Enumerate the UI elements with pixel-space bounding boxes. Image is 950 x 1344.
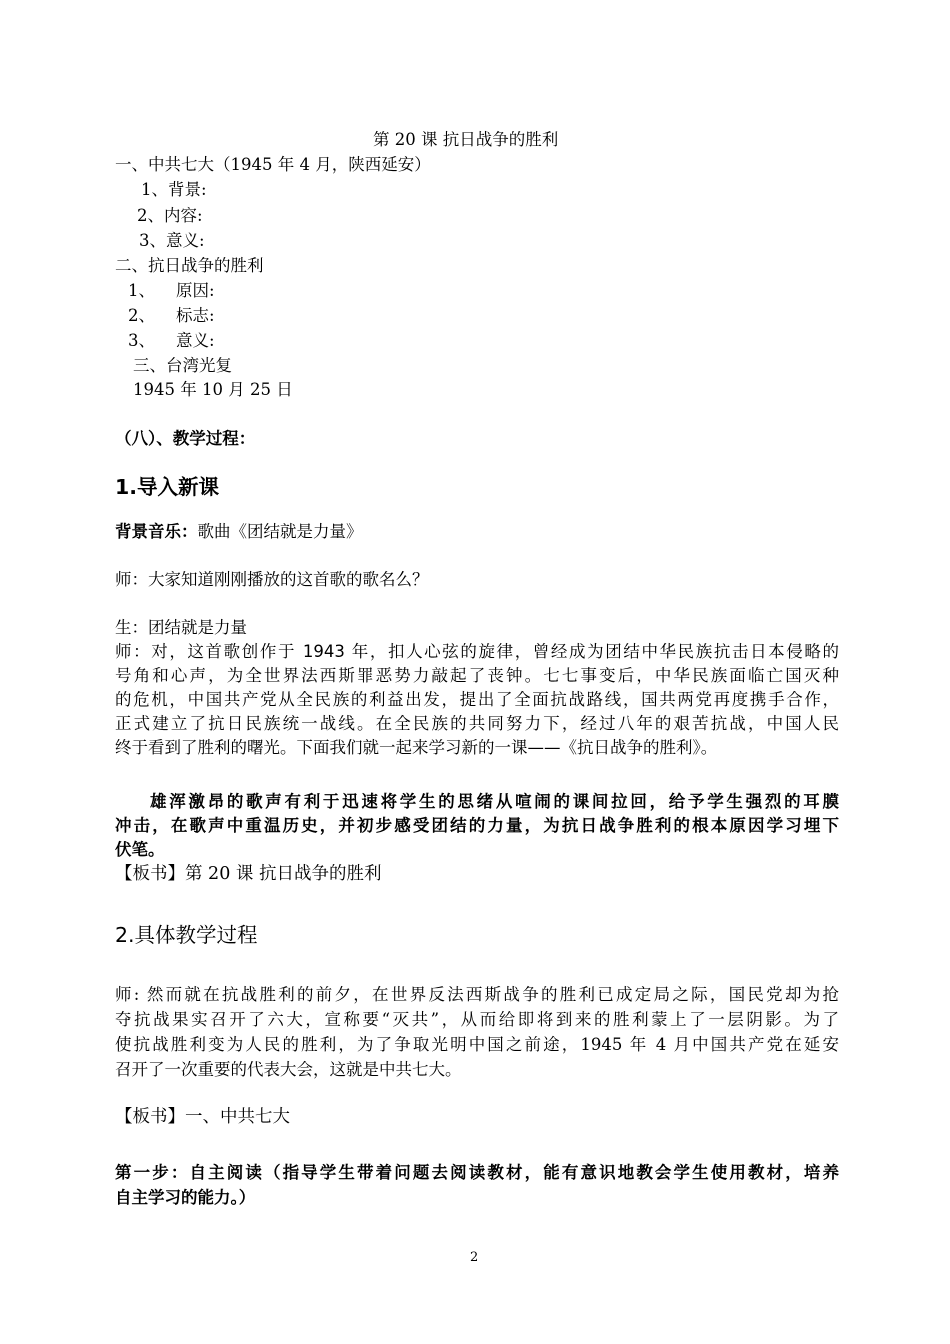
page-number: 2 xyxy=(470,1250,479,1265)
outline-section-1: 一、中共七大（1945 年 4 月，陕西延安） xyxy=(115,155,431,174)
outline-section-3: 三、台湾光复 xyxy=(133,356,232,375)
outline-item-sign: 2、 标志: xyxy=(128,306,215,325)
background-music-line xyxy=(115,518,363,542)
outline-date: 1945 年 10 月 25 日 xyxy=(133,380,293,399)
teacher-para2-line: 夺抗战果实召开了六大，宣称要“灭共”，从而给即将到来的胜利蒙上了一层阴影。为了 xyxy=(115,1010,839,1029)
teacher-para2-line: 师: 然而就在抗战胜利的前夕，在世界反法西斯战争的胜利已成定局之际，国民党却为抢 xyxy=(115,985,839,1004)
teacher-para-line: 正式建立了抗日民族统一战线。在全民族的共同努力下，经过八年的艰苦抗战，中国人民 xyxy=(115,714,839,733)
teacher-para-line: 号角和心声，为全世界法西斯罪恶势力敲起了丧钟。七七事变后，中华民族面临亡国灭种 xyxy=(115,666,839,685)
outline-item-background: 1、背景: xyxy=(141,180,207,199)
outline-item-meaning: 3、 意义: xyxy=(128,331,215,350)
design-note-line: 冲击，在歌声中重温历史，并初步感受团结的力量，为抗日战争胜利的根本原因学习埋下 xyxy=(115,816,839,835)
step-one-line: 第一步：自主阅读（指导学生带着问题去阅读教材，能有意识地教会学生使用教材，培养 xyxy=(115,1163,839,1182)
teacher-para-line: 的危机，中国共产党从全民族的利益出发，提出了全面抗战路线，国共两党再度携手合作， xyxy=(115,690,839,709)
board-note-2: 【板书】一、中共七大 xyxy=(115,1107,290,1127)
intro-heading: 1.导入新课 xyxy=(115,475,220,499)
design-note-line: 伏笔。 xyxy=(115,840,165,859)
teacher-question: 师：大家知道刚刚播放的这首歌的歌名么？ xyxy=(115,570,429,589)
teacher-para-line: 终于看到了胜利的曙光。下面我们就一起来学习新的一课——《抗日战争的胜利》。 xyxy=(115,738,718,757)
music-label: 背景音乐： xyxy=(115,522,198,541)
music-text: 歌曲《团结就是力量》 xyxy=(197,522,363,541)
outline-item-content: 2、内容: xyxy=(137,206,203,225)
process-heading: （八）、教学过程： xyxy=(115,429,256,448)
outline-section-2: 二、抗日战争的胜利 xyxy=(115,256,264,275)
student-answer: 生：团结就是力量 xyxy=(115,618,247,637)
teacher-para-line: 师：对，这首歌创作于 1943 年，扣人心弦的旋律，曾经成为团结中华民族抗击日本侵略的 xyxy=(115,642,839,661)
design-note-line: 雄浑激昂的歌声有利于迅速将学生的思绪从喧闹的课间拉回，给予学生强烈的耳膜 xyxy=(150,792,839,811)
teacher-para2-line: 使抗战胜利变为人民的胜利，为了争取光明中国之前途，1945 年 4 月中国共产党在延安 xyxy=(115,1035,839,1054)
board-note-1: 【板书】第 20 课 抗日战争的胜利 xyxy=(115,864,382,884)
outline-item-significance: 3、意义: xyxy=(139,231,205,250)
specific-process-heading: 2.具体教学过程 xyxy=(115,923,258,947)
step-one-line: 自主学习的能力。） xyxy=(115,1188,256,1207)
teacher-para2-line: 召开了一次重要的代表大会，这就是中共七大。 xyxy=(115,1060,462,1079)
lesson-title: 第 20 课 抗日战争的胜利 xyxy=(373,130,559,149)
outline-item-cause: 1、 原因: xyxy=(128,281,215,300)
